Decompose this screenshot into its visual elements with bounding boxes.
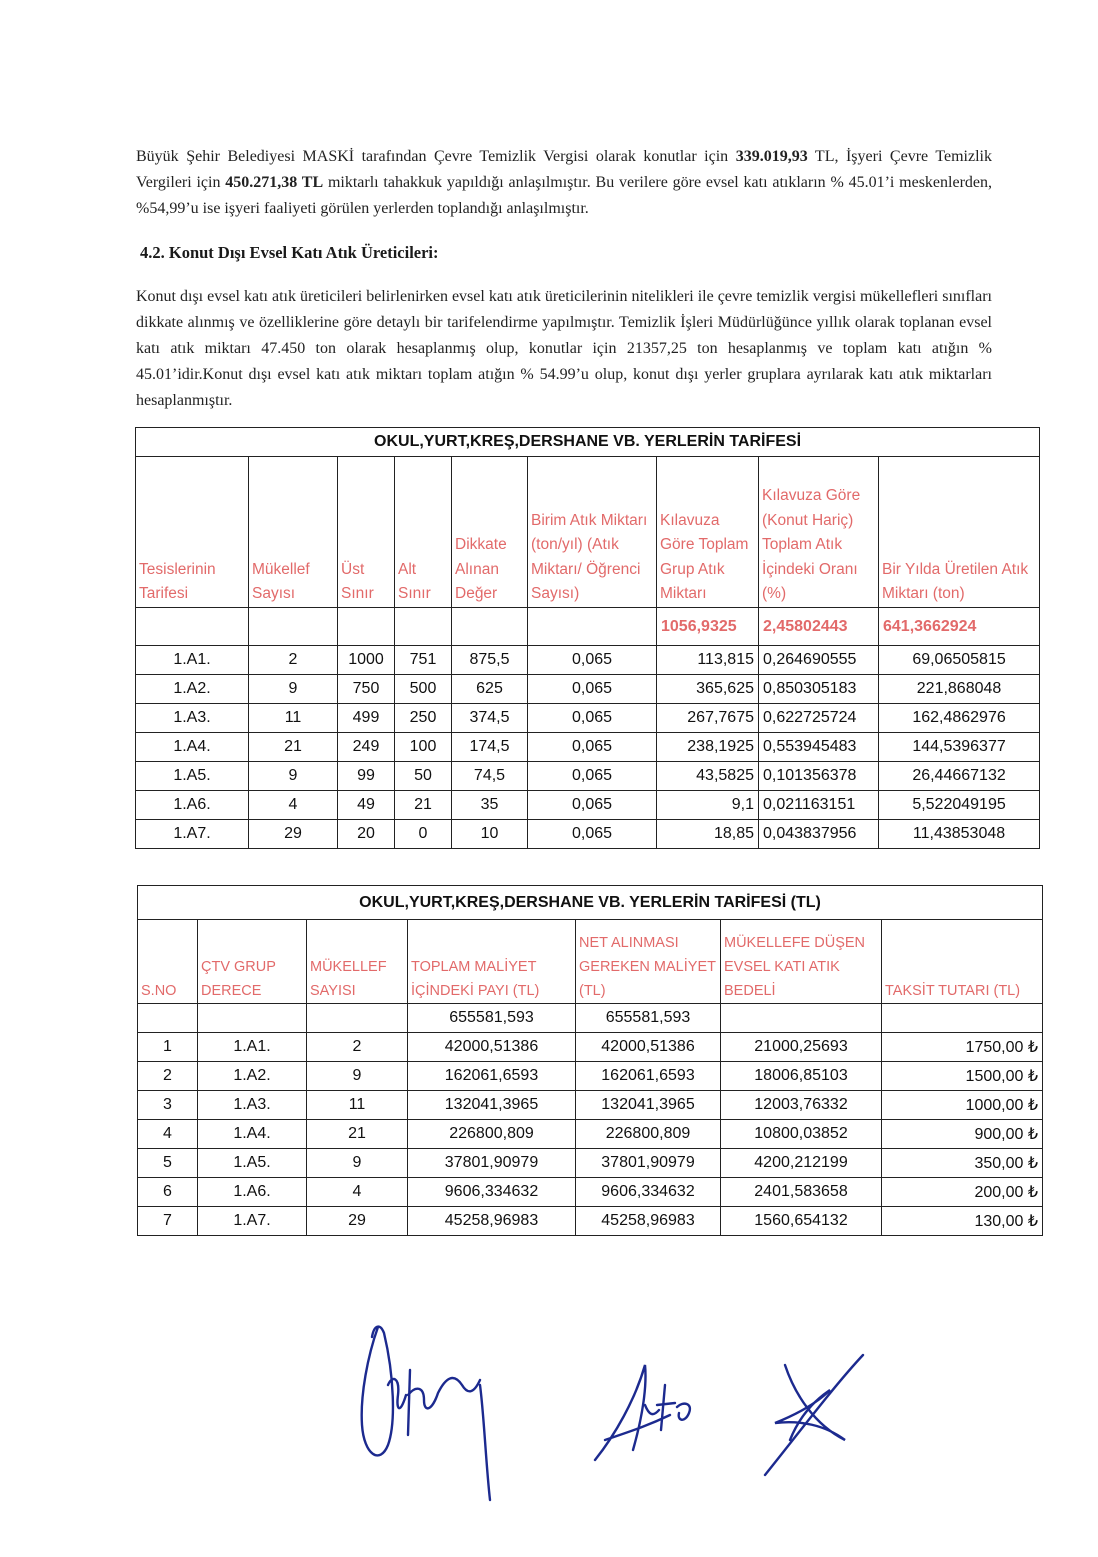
table-cell: 625 xyxy=(452,675,528,704)
table-cell: 18,85 xyxy=(657,820,759,849)
table-title: OKUL,YURT,KREŞ,DERSHANE VB. YERLERİN TARİFESİ xyxy=(136,428,1040,457)
table-cell: 267,7675 xyxy=(657,704,759,733)
table-row xyxy=(136,704,1040,733)
table-title: OKUL,YURT,KREŞ,DERSHANE VB. YERLERİN TARİFESİ (TL) xyxy=(138,886,1043,920)
table-cell: 4200,212199 xyxy=(721,1149,882,1178)
table-cell: 0,043837956 xyxy=(759,820,879,849)
table-cell: 100 xyxy=(395,733,452,762)
table-cell: 374,5 xyxy=(452,704,528,733)
table-cell: 226800,809 xyxy=(576,1120,721,1149)
total-cell xyxy=(452,608,528,646)
table-cell: 2 xyxy=(138,1062,198,1091)
table-cell: 9 xyxy=(249,675,338,704)
table-cell: 21 xyxy=(307,1120,408,1149)
table-cell: 162,4862976 xyxy=(879,704,1040,733)
header-cell: Birim Atık Miktarı (ton/yıl) (Atık Miktarı/ Öğrenci Sayısı) xyxy=(528,457,657,608)
table-cell: 174,5 xyxy=(452,733,528,762)
table-cell: 18006,85103 xyxy=(721,1062,882,1091)
table-cell: 69,06505815 xyxy=(879,646,1040,675)
table-cell: 0,101356378 xyxy=(759,762,879,791)
table-cell: 49 xyxy=(338,791,395,820)
header-cell: Alt Sınır xyxy=(395,457,452,608)
table-cell: 2 xyxy=(307,1033,408,1062)
table-cell: 21000,25693 xyxy=(721,1033,882,1062)
table-cell: 29 xyxy=(307,1207,408,1236)
table-cell: 226800,809 xyxy=(408,1120,576,1149)
table-cell: 74,5 xyxy=(452,762,528,791)
total-cell xyxy=(307,1004,408,1033)
table-cell: 35 xyxy=(452,791,528,820)
table-cell: 5,522049195 xyxy=(879,791,1040,820)
table-cell: 0,850305183 xyxy=(759,675,879,704)
table-row xyxy=(138,1033,1043,1062)
table-row xyxy=(138,1120,1043,1149)
table-cell: 5 xyxy=(138,1149,198,1178)
table-cell: 1000 xyxy=(338,646,395,675)
header-cell: MÜKELLEFE DÜŞEN EVSEL KATI ATIK BEDELİ xyxy=(721,920,882,1004)
table-cell: 10 xyxy=(452,820,528,849)
table-cell: 132041,3965 xyxy=(576,1091,721,1120)
table-cell: 350,00 ₺ xyxy=(882,1149,1043,1178)
total-cell xyxy=(338,608,395,646)
total-cell: 1056,9325 xyxy=(657,608,759,646)
table-cell: 1 xyxy=(138,1033,198,1062)
table-cell: 9,1 xyxy=(657,791,759,820)
total-cell xyxy=(249,608,338,646)
table-cell: 0,065 xyxy=(528,704,657,733)
header-cell: Kılavuza Göre Toplam Grup Atık Miktarı xyxy=(657,457,759,608)
table-cell: 1.A7. xyxy=(198,1207,307,1236)
table-cell: 144,5396377 xyxy=(879,733,1040,762)
table-cell: 45258,96983 xyxy=(408,1207,576,1236)
table-cell: 875,5 xyxy=(452,646,528,675)
table-row xyxy=(136,733,1040,762)
table-cell: 3 xyxy=(138,1091,198,1120)
signature-2 xyxy=(585,1355,725,1475)
table-row xyxy=(136,820,1040,849)
table-header-row xyxy=(138,920,1043,1004)
header-cell: TAKSİT TUTARI (TL) xyxy=(882,920,1043,1004)
table-cell: 132041,3965 xyxy=(408,1091,576,1120)
table-cell: 500 xyxy=(395,675,452,704)
table-cell: 1.A7. xyxy=(136,820,249,849)
table-cell: 1000,00 ₺ xyxy=(882,1091,1043,1120)
table-cell: 1.A6. xyxy=(198,1178,307,1207)
table-cell: 50 xyxy=(395,762,452,791)
total-cell xyxy=(138,1004,198,1033)
intro-paragraph: Büyük Şehir Belediyesi MASKİ tarafından Çevre Temizlik Vergisi olarak konutlar için 339.019,93 TL, İşyeri Çevre Temizlik Vergileri için 450.271,38 TL miktarlı tahakkuk yapıldığı anlaşılmıştır. Bu verilere göre evsel katı atıkların % 45.01’i meskenlerden, %54,99’u ise işyeri faaliyeti görülen yerlerden toplandığı anlaşılmıştır. xyxy=(136,148,992,217)
table-cell: 1750,00 ₺ xyxy=(882,1033,1043,1062)
table-row xyxy=(138,1178,1043,1207)
table-header-row xyxy=(136,457,1040,608)
total-cell xyxy=(721,1004,882,1033)
header-cell: MÜKELLEF SAYISI xyxy=(307,920,408,1004)
header-cell: Kılavuza Göre (Konut Hariç) Toplam Atık İçindeki Oranı (%) xyxy=(759,457,879,608)
table-cell: 1560,654132 xyxy=(721,1207,882,1236)
table-cell: 0 xyxy=(395,820,452,849)
body-paragraph: Konut dışı evsel katı atık üreticileri belirlenirken evsel katı atık üreticilerinin nitelikleri ile çevre temizlik vergisi mükellefleri sınıfları dikkate alınmış ve özelliklerine göre detaylı bir tarifelendirme yapılmıştır. Temizlik İşleri Müdürlüğünce yıllık olarak toplanan evsel katı atık miktarı 47.450 ton olarak hesaplanmış olup, konutlar için 21357,25 ton hesaplanmış ve toplam katı atığın % 45.01’idir.Konut dışı evsel katı atık miktarı toplam atığın % 54.99’u olup, konut dışı yerler gruplara ayrılarak katı atık miktarları hesaplanmıştır. xyxy=(136,288,992,409)
header-cell: Tesislerinin Tarifesi xyxy=(136,457,249,608)
table-cell: 162061,6593 xyxy=(408,1062,576,1091)
table-cell: 21 xyxy=(395,791,452,820)
table-cell: 0,065 xyxy=(528,675,657,704)
table-cell: 0,065 xyxy=(528,762,657,791)
header-cell: Bir Yılda Üretilen Atık Miktarı (ton) xyxy=(879,457,1040,608)
table-cell: 9606,334632 xyxy=(408,1178,576,1207)
table-cell: 238,1925 xyxy=(657,733,759,762)
table-cell: 9 xyxy=(249,762,338,791)
table-cell: 0,021163151 xyxy=(759,791,879,820)
table-cell: 0,065 xyxy=(528,733,657,762)
table-cell: 499 xyxy=(338,704,395,733)
total-cell: 2,45802443 xyxy=(759,608,879,646)
section-heading: 4.2. Konut Dışı Evsel Katı Atık Üreticileri: xyxy=(140,243,439,262)
table-cell: 29 xyxy=(249,820,338,849)
header-cell: S.NO xyxy=(138,920,198,1004)
table-cell: 37801,90979 xyxy=(408,1149,576,1178)
table-cell: 2 xyxy=(249,646,338,675)
table-cell: 365,625 xyxy=(657,675,759,704)
table-cell: 45258,96983 xyxy=(576,1207,721,1236)
table-row xyxy=(136,646,1040,675)
table-cell: 900,00 ₺ xyxy=(882,1120,1043,1149)
table-cell: 99 xyxy=(338,762,395,791)
table-cell: 0,553945483 xyxy=(759,733,879,762)
waste-tariff-table xyxy=(135,427,1040,849)
table-totals-row xyxy=(136,608,1040,646)
total-cell: 655581,593 xyxy=(408,1004,576,1033)
total-cell: 655581,593 xyxy=(576,1004,721,1033)
total-cell xyxy=(528,608,657,646)
table-cell: 12003,76332 xyxy=(721,1091,882,1120)
table-cell: 1.A6. xyxy=(136,791,249,820)
table-cell: 21 xyxy=(249,733,338,762)
table-row xyxy=(138,1149,1043,1178)
table-cell: 1.A1. xyxy=(198,1033,307,1062)
table-cell: 6 xyxy=(138,1178,198,1207)
header-cell: TOPLAM MALİYET İÇİNDEKİ PAYI (TL) xyxy=(408,920,576,1004)
table-cell: 11 xyxy=(249,704,338,733)
table-cell: 9 xyxy=(307,1062,408,1091)
table-cell: 200,00 ₺ xyxy=(882,1178,1043,1207)
total-cell: 641,3662924 xyxy=(879,608,1040,646)
header-cell: Mükellef Sayısı xyxy=(249,457,338,608)
table-cell: 37801,90979 xyxy=(576,1149,721,1178)
table-cell: 26,44667132 xyxy=(879,762,1040,791)
table-cell: 0,622725724 xyxy=(759,704,879,733)
header-cell: ÇTV GRUP DERECE xyxy=(198,920,307,1004)
table-cell: 1.A4. xyxy=(136,733,249,762)
table-cell: 43,5825 xyxy=(657,762,759,791)
table-cell: 1.A3. xyxy=(136,704,249,733)
total-cell xyxy=(136,608,249,646)
table-cell: 1.A2. xyxy=(136,675,249,704)
table-cell: 0,264690555 xyxy=(759,646,879,675)
table-cell: 249 xyxy=(338,733,395,762)
table-cell: 130,00 ₺ xyxy=(882,1207,1043,1236)
table-cell: 0,065 xyxy=(528,646,657,675)
table-row xyxy=(136,675,1040,704)
table-cell: 1.A5. xyxy=(198,1149,307,1178)
total-cell xyxy=(198,1004,307,1033)
table-cell: 1.A5. xyxy=(136,762,249,791)
table-cell: 0,065 xyxy=(528,820,657,849)
header-cell: Üst Sınır xyxy=(338,457,395,608)
table-cell: 11,43853048 xyxy=(879,820,1040,849)
total-cell xyxy=(882,1004,1043,1033)
table-cell: 1500,00 ₺ xyxy=(882,1062,1043,1091)
table-row xyxy=(138,1091,1043,1120)
table-cell: 2401,583658 xyxy=(721,1178,882,1207)
table-row xyxy=(136,762,1040,791)
table-cell: 11 xyxy=(307,1091,408,1120)
table-cell: 221,868048 xyxy=(879,675,1040,704)
cost-tariff-table xyxy=(137,885,1043,1236)
signature-1 xyxy=(350,1315,510,1505)
table-row xyxy=(138,1207,1043,1236)
header-cell: NET ALINMASI GEREKEN MALİYET (TL) xyxy=(576,920,721,1004)
table-cell: 1.A1. xyxy=(136,646,249,675)
table-cell: 4 xyxy=(307,1178,408,1207)
table-row xyxy=(136,791,1040,820)
table-cell: 4 xyxy=(138,1120,198,1149)
table-cell: 113,815 xyxy=(657,646,759,675)
table-cell: 42000,51386 xyxy=(576,1033,721,1062)
table-cell: 1.A3. xyxy=(198,1091,307,1120)
table-cell: 1.A4. xyxy=(198,1120,307,1149)
table-cell: 9 xyxy=(307,1149,408,1178)
header-cell: Dikkate Alınan Değer xyxy=(452,457,528,608)
table-cell: 750 xyxy=(338,675,395,704)
table-cell: 9606,334632 xyxy=(576,1178,721,1207)
table-cell: 7 xyxy=(138,1207,198,1236)
table-totals-row xyxy=(138,1004,1043,1033)
table-cell: 10800,03852 xyxy=(721,1120,882,1149)
total-cell xyxy=(395,608,452,646)
table-cell: 42000,51386 xyxy=(408,1033,576,1062)
table-row xyxy=(138,1062,1043,1091)
table-cell: 250 xyxy=(395,704,452,733)
table-cell: 162061,6593 xyxy=(576,1062,721,1091)
table-cell: 20 xyxy=(338,820,395,849)
signature-3 xyxy=(745,1345,875,1485)
table-cell: 4 xyxy=(249,791,338,820)
table-cell: 1.A2. xyxy=(198,1062,307,1091)
table-cell: 751 xyxy=(395,646,452,675)
table-cell: 0,065 xyxy=(528,791,657,820)
